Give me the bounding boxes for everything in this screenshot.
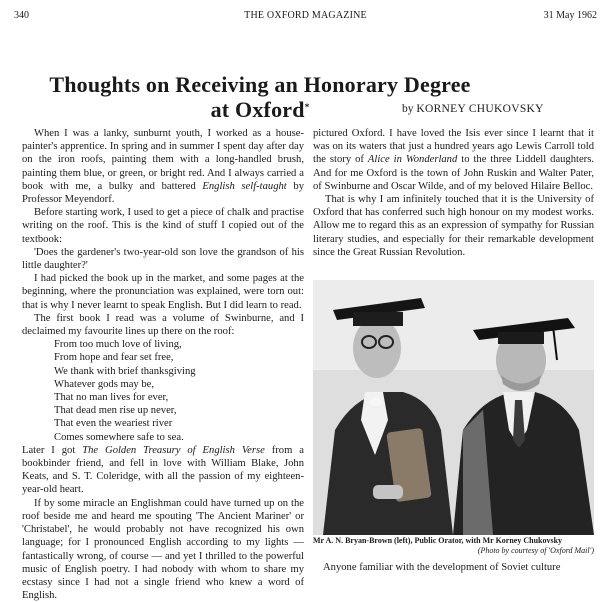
paragraph: When I was a lanky, sunburnt youth, I worked as a house-painter's apprentice. In spring and in summer I spent day after day on the iron roofs, painting them with a long-handled brush, painting them blue, or green, or bright red. And I always carried a book with me, a bulky and battered English self-taught by Professor Meyendorf. — [22, 128, 304, 206]
footnote-mark: * — [304, 102, 310, 112]
title-line-2: at Oxford — [210, 97, 305, 122]
paragraph: The first book I read was a volume of Swinburne, and I declaimed my favourite lines up there on the roof: — [22, 312, 304, 338]
photo-illustration — [313, 280, 594, 535]
paragraph: pictured Oxford. I have loved the Isis ever since I learnt that it was on its waters that just a hundred years ago Lewis Carroll told the story of Alice in Wonderland to the three Liddell daughters. And for me Oxford is the town of John Ruskin and Walter Pater, of Swinburne and Oscar Wilde, and of my beloved Hilaire Belloc. — [313, 128, 594, 192]
poem-line: That even the weariest river — [54, 418, 173, 430]
photo-credit: (Photo by courtesy of 'Oxford Mail') — [477, 545, 594, 555]
book-title: The Golden Treasury of English Verse — [82, 444, 265, 456]
book-title: English self-taught — [202, 180, 287, 192]
byline — [402, 103, 544, 115]
poem-line: From hope and fear set free, — [54, 352, 174, 364]
byline-prefix: by — [402, 103, 414, 115]
continued-paragraph: Anyone familiar with the development of Soviet culture — [323, 562, 561, 573]
paragraph: If by some miracle an Englishman could have turned up on the roof beside me and heard me spouting 'The Ancient Mariner' or 'Christabel', he would probably not have recognized his own language; for I pronounced English according to my lights — fantastically wrong, of course — and yet I thrilled to the powerful music of English poetry. I had nobody with whom to share my ecstasy since I had not a single friend who knew a word of English. — [22, 497, 304, 602]
issue-date: 31 May 1962 — [543, 10, 597, 21]
poem-line: From too much love of living, — [54, 339, 182, 351]
poem-line: We thank with brief thanksgiving — [54, 365, 196, 377]
book-title: Alice in Wonderland — [367, 154, 458, 166]
paragraph: That is why I am infinitely touched that it is the University of Oxford that has conferred such high honour on my modest works. Allow me to regard this as an expression of sympathy for Russian literary studies, and especially for their remarkable development since the Great Russian Revolution. — [313, 194, 594, 258]
left-column — [22, 127, 304, 602]
caption-text: Mr A. N. Bryan-Brown (left), Public Orator, with Mr Korney Chukovsky — [313, 536, 563, 545]
paragraph: Later I got The Golden Treasury of English Verse from a bookbinder friend, and fell in love with William Blake, John Keats, and S. T. Coleridge, with all the passion of my eighteen-year-old heart. — [22, 444, 304, 496]
portrait-photo — [313, 280, 594, 535]
poem-line: Comes somewhere safe to sea. — [54, 431, 184, 443]
poem-quote — [22, 338, 304, 444]
paragraph: 'Does the gardener's two-year-old son love the grandson of his little daughter?' — [22, 246, 304, 272]
magazine-name: THE OXFORD MAGAZINE — [244, 10, 367, 21]
poem-line: Whatever gods may be, — [54, 378, 155, 390]
poem-line: That dead men rise up never, — [54, 405, 177, 417]
author-name: KORNEY CHUKOVSKY — [416, 103, 544, 115]
right-column — [313, 127, 594, 259]
title-line-1: Thoughts on Receiving an Honorary Degree — [49, 72, 471, 97]
paragraph: Before starting work, I used to get a piece of chalk and practise writing on the roof. This is the kind of stuff I copied out of the textbook: — [22, 207, 304, 245]
photo-caption — [313, 536, 594, 555]
poem-line: That no man lives for ever, — [54, 392, 169, 404]
page-header — [14, 9, 597, 23]
page-number: 340 — [14, 10, 29, 21]
paragraph: I had picked the book up in the market, and some pages at the beginning, where the pronunciation was explained, were torn out: that is why I never learnt to speak English. But I did learn to read. — [22, 273, 304, 311]
